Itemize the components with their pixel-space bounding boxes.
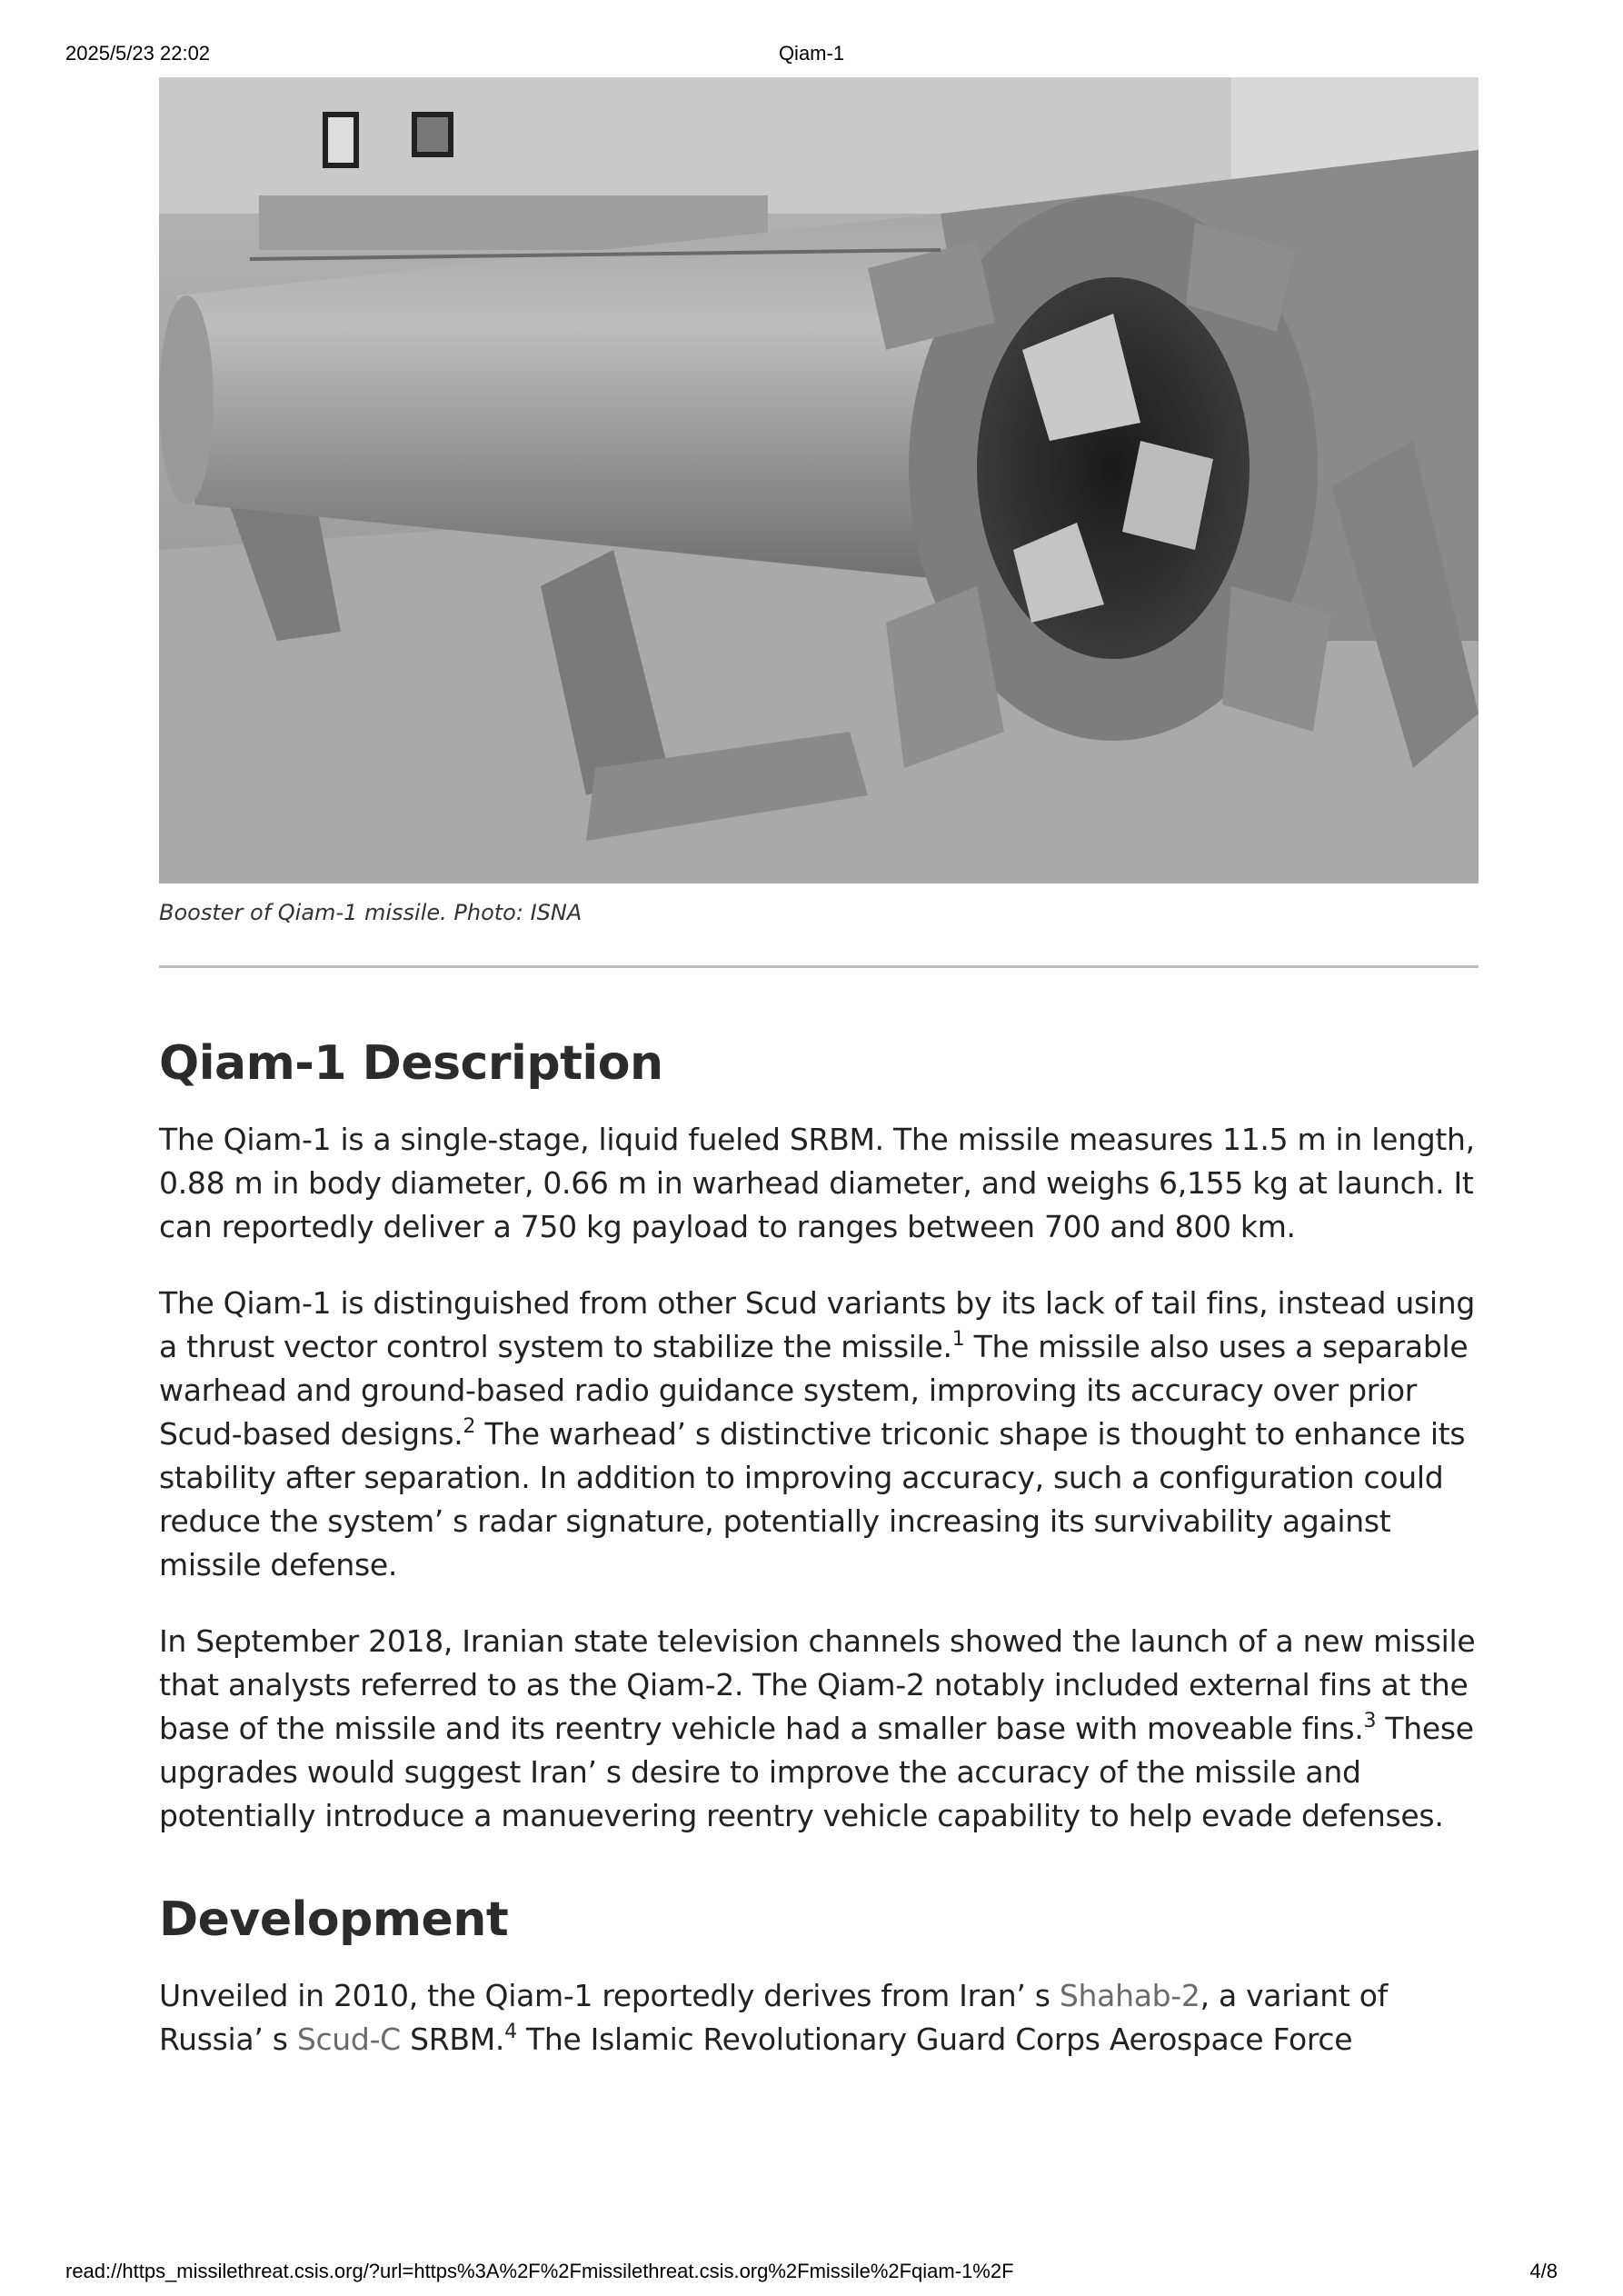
footnote-ref-4[interactable]: 4 (504, 2021, 517, 2043)
footnote-ref-3[interactable]: 3 (1363, 1710, 1377, 1732)
print-footer (0, 2260, 1623, 2285)
missile-photo-illustration (159, 77, 1479, 883)
text-span: These upgrades would suggest Iran’ s desire to improve the accuracy of the missile and potentially introduce a manuevering reentry vehicle capability to help evade defenses. (159, 1711, 1474, 1833)
print-title: Qiam-1 (778, 42, 845, 65)
missile-photo (159, 77, 1479, 883)
footnote-ref-2[interactable]: 2 (463, 1415, 476, 1438)
photo-caption: Booster of Qiam-1 missile. Photo: ISNA (159, 900, 582, 925)
text-span: The warhead’ s distinctive triconic shape is thought to enhance its stability after separation. In addition to improving accuracy, such a configuration could reduce the system’ s radar signature, potentially increasing its survivability against missile defense. (159, 1416, 1466, 1582)
text-span: SRBM. (400, 2021, 505, 2057)
heading-development: Development (159, 1892, 509, 1947)
text-span: In September 2018, Iranian state television channels showed the launch of a new missile that analysts referred to as the Qiam-2. The Qiam-2 notably included external fins at the base of the missile and its reentry vehicle had a smaller base with moveable fins. (159, 1623, 1476, 1746)
link-shahab-2[interactable]: Shahab-2 (1059, 1978, 1200, 2013)
paragraph-description-3 (159, 1620, 1479, 1838)
footnote-ref-1[interactable]: 1 (951, 1328, 965, 1351)
link-scud-c[interactable]: Scud-C (296, 2021, 401, 2057)
article-content (159, 1036, 1479, 2061)
print-datetime: 2025/5/23 22:02 (65, 42, 211, 65)
heading-qiam1-description: Qiam-1 Description (159, 1036, 663, 1091)
print-page-number: 4/8 (1529, 2260, 1558, 2282)
paragraph-description-2 (159, 1282, 1479, 1587)
text-span: The Islamic Revolutionary Guard Corps Aerospace Force (516, 2021, 1353, 2057)
text-span: The Qiam-1 is distinguished from other Scud variants by its lack of tail fins, instead using a thrust vector control system to stabilize the missile. (159, 1285, 1475, 1364)
paragraph-description-1: The Qiam-1 is a single-stage, liquid fueled SRBM. The missile measures 11.5 m in length, 0.88 m in body diameter, 0.66 m in warhead diameter, and weighs 6,155 kg at launch. It can reportedly deliver a 750 kg payload to ranges between 700 and 800 km. (159, 1122, 1475, 1244)
section-divider (159, 965, 1479, 968)
text-span: , a variant of Russia’ s (159, 1978, 1388, 2057)
text-span: The missile also uses a separable warhead and ground-based radio guidance system, improving its accuracy over prior Scud-based designs. (159, 1329, 1469, 1452)
paragraph-development-1 (159, 1974, 1479, 2061)
text-span: Unveiled in 2010, the Qiam-1 reportedly derives from Iran’ s (159, 1978, 1060, 2013)
print-header (0, 42, 1623, 67)
print-url: read://https_missilethreat.csis.org/?url=https%3A%2F%2Fmissilethreat.csis.org%2Fmissile%2Fqiam-1%2F (65, 2260, 1014, 2282)
